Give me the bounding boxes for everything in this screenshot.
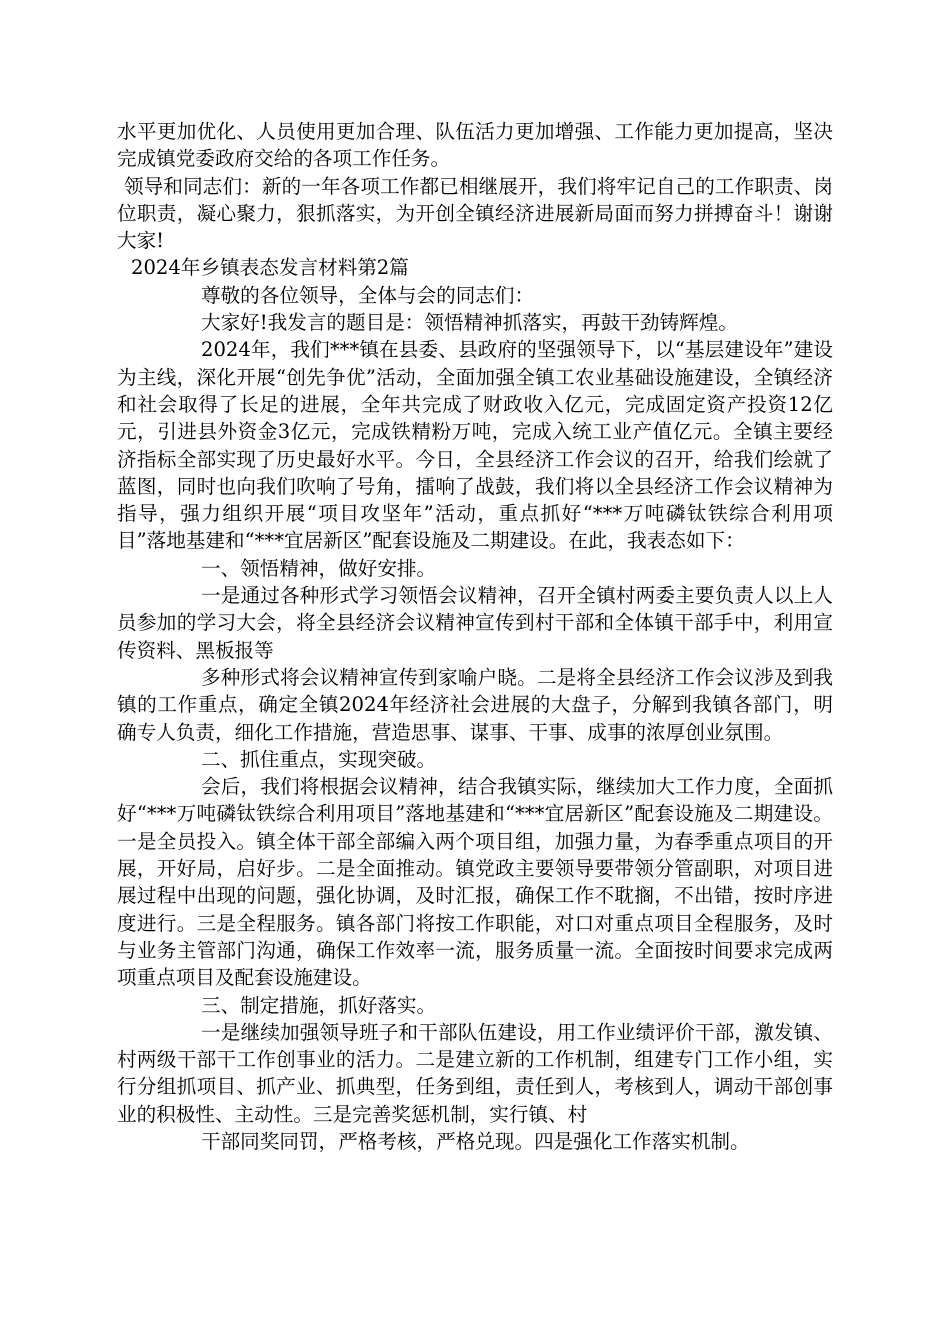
heading-2: 二、抓住重点，实现突破。 <box>201 747 437 771</box>
paragraph-summary: 2024年，我们***镇在县委、县政府的坚强领导下，以“基层建设年”建设为主线，深化开展“创先争优”活动，全面加强全镇工农业基础设施建设，全镇经济和社会取得了长足的进展，全年共完成了财政收入亿元，完成固定资产投资12亿元，引进县外资金3亿元，完成铁精粉万吨，完成入统工业产值亿元。全镇主要经济指标全部实现了历史最好水平。今日，全县经济工作会议的召开，给我们绘就了蓝图，同时也向我们吹响了号角，擂响了战鼓，我们将以全县经济工作会议精神为指导，强力组织开展“项目攻坚年”活动，重点抓好“***万吨磷钛铁综合利用项目”落地基建和“***宜居新区”配套设施及二期建设。在此，我表态如下： <box>117 338 833 553</box>
paragraph-1a: 一是通过各种形式学习领悟会议精神，召开全镇村两委主要负责人以上人员参加的学习大会，将全县经济会议精神宣传到村干部和全体镇干部手中，利用宣传资料、黑板报等 <box>117 584 833 662</box>
paragraph-3b: 干部同奖同罚，严格考核，严格兑现。四是强化工作落实机制。 <box>201 1129 750 1153</box>
section-title: 2024年乡镇表态发言材料第2篇 <box>131 256 409 280</box>
paragraph-2: 会后，我们将根据会议精神，结合我镇实际，继续加大工作力度，全面抓好“***万吨磷钛铁综合利用项目”落地基建和“***宜居新区”配套设施及二期建设。一是全员投入。镇全体干部全部编入两个项目组，加强力量，为春季重点项目的开展，开好局，启好步。二是全面推动。镇党政主要领导要带领分管副职，对项目进展过程中出现的问题，强化协调，及时汇报，确保工作不耽搁，不出错，按时序进度进行。三是全程服务。镇各部门将按工作职能，对口对重点项目全程服务，及时与业务主管部门沟通，确保工作效率一流，服务质量一流。全面按时间要求完成两项重点项目及配套设施建设。 <box>117 775 833 990</box>
heading-1: 一、领悟精神，做好安排。 <box>201 556 437 580</box>
paragraph-closing-remarks: 领导和同志们：新的一年各项工作都已相继展开，我们将牢记自己的工作职责、岗位职责，凝心聚力，狠抓落实，为开创全镇经济进展新局面而努力拼搏奋斗！谢谢大家! <box>117 174 833 253</box>
paragraph-3a: 一是继续加强领导班子和干部队伍建设，用工作业绩评价干部，激发镇、村两级干部干工作创事业的活力。二是建立新的工作机制，组建专门工作小组，实行分组抓项目、抓产业、抓典型，任务到组，责任到人，考核到人，调动干部创事业的积极性、主动性。三是完善奖惩机制，实行镇、村 <box>117 1020 833 1126</box>
paragraph-1b: 多种形式将会议精神宣传到家喻户晓。二是将全县经济工作会议涉及到我镇的工作重点，确定全镇2024年经济社会进展的大盘子，分解到我镇各部门，明确专人负责，细化工作措施，营造思事、谋事、干事、成事的浓厚创业氛围。 <box>117 665 833 744</box>
paragraph-salutation: 尊敬的各位领导，全体与会的同志们： <box>201 283 535 307</box>
document-body <box>117 118 833 1155</box>
heading-3: 三、制定措施，抓好落实。 <box>201 993 437 1017</box>
paragraph-continuation: 水平更加优化、人员使用更加合理、队伍活力更加增强、工作能力更加提高，坚决完成镇党委政府交给的各项工作任务。 <box>117 120 833 171</box>
paragraph-greeting: 大家好!我发言的题目是：领悟精神抓落实，再鼓干劲铸辉煌。 <box>201 311 738 335</box>
